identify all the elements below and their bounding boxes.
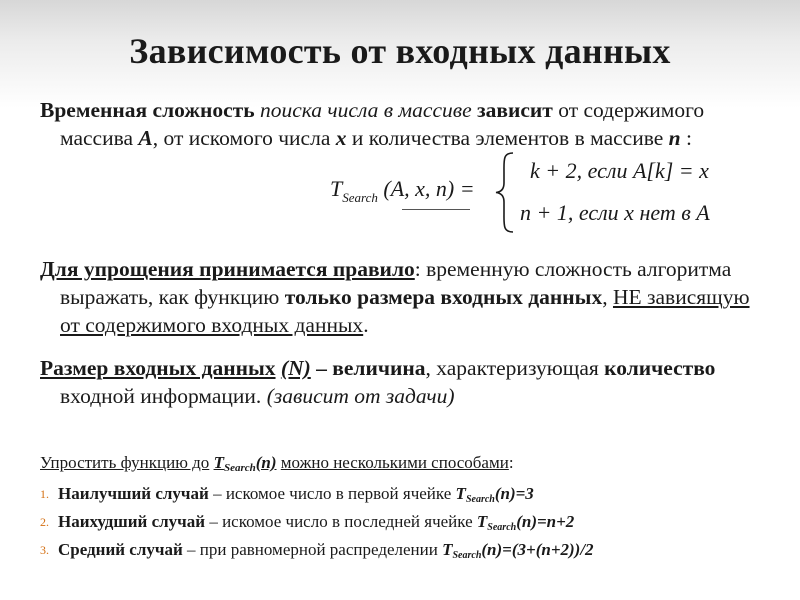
paragraph-time-complexity (40, 96, 770, 152)
formula-case-not-found: n + 1, если x нет в A (520, 200, 710, 225)
note-depends-on-task: (зависит от задачи) (266, 384, 455, 408)
var-n: n (668, 126, 681, 150)
case-label: Наилучший случай (58, 484, 209, 503)
formula-T: T (455, 484, 466, 503)
text-rule-description: : временную сложность алгоритма выражать, как функцию (60, 257, 732, 309)
term-simplification-rule: Для упрощения принимается правило (40, 257, 415, 281)
text-colon: : (686, 126, 692, 150)
formula-case-found: k + 2, если A[k] = x (530, 158, 709, 183)
case-formula: (n)=3 (494, 484, 534, 503)
case-description: – искомое число в последней ячейке (205, 512, 477, 531)
formula-underline (402, 209, 470, 210)
italic-search-phrase: поиска числа в массиве (259, 98, 472, 122)
text-characterizing: , характеризующая (425, 356, 599, 380)
text-colon: : (508, 453, 514, 472)
text-search-number: , от искомого числа (152, 126, 331, 150)
text-period: . (363, 313, 369, 337)
paragraph-input-size (40, 354, 770, 410)
case-description: – при равномерной распределении (182, 540, 443, 559)
formula-subscript: Search (223, 462, 256, 474)
list-item-best-case (40, 482, 800, 510)
paragraph-simplification-rule (40, 255, 770, 339)
term-quantity: – величина (310, 356, 426, 380)
list-number: 2. (40, 515, 49, 529)
text-element-count: и количества элементов в массиве (351, 126, 664, 150)
text-simplify-function: Упростить функцию до (40, 453, 210, 472)
text-input-information: входной информации. (60, 384, 262, 408)
list-number: 1. (40, 487, 49, 501)
left-brace-icon (493, 150, 517, 235)
formula-T: T (476, 512, 488, 531)
formula-subscript: Search (465, 494, 495, 505)
formula-subscript: Search (342, 190, 378, 205)
term-depends: зависит (476, 98, 553, 122)
cases-list (40, 482, 800, 566)
slide-title: Зависимость от входных данных (129, 31, 671, 71)
term-input-size-only: только размера входных данных (284, 285, 603, 309)
formula-arg-n: (n) (255, 453, 277, 472)
var-N: (N) (280, 356, 311, 380)
formula-t-search (330, 150, 780, 235)
text-several-ways: можно несколькими способами (280, 453, 509, 472)
var-A: A (138, 126, 153, 150)
term-time-complexity: Временная сложность (40, 98, 255, 122)
var-x: x (335, 126, 347, 150)
list-item-average-case (40, 538, 800, 566)
paragraph-simplify-ways (40, 452, 770, 479)
formula-T: T (213, 453, 224, 472)
case-label: Наихудший случай (58, 512, 206, 531)
case-formula: (n)=(3+(n+2))/2 (481, 540, 594, 559)
case-formula: (n)=n+2 (516, 512, 575, 531)
formula-lhs (330, 176, 475, 206)
list-number: 3. (40, 543, 49, 557)
term-input-size: Размер входных данных (40, 356, 276, 380)
case-label: Средний случай (58, 540, 183, 559)
term-amount: количество (604, 356, 716, 380)
list-item-worst-case (40, 510, 800, 538)
text-array-content: от содержимого массива (60, 98, 705, 150)
formula-T: T (442, 540, 453, 559)
formula-subscript: Search (452, 550, 482, 561)
formula-subscript: Search (487, 522, 517, 533)
case-description: – искомое число в первой ячейке (208, 484, 456, 503)
text-comma: , (602, 285, 608, 309)
text-not-content-dependent: НЕ зависящую от содержимого входных данных (60, 285, 750, 337)
formula-T: T (330, 176, 343, 201)
formula-args: (A, x, n) = (383, 176, 475, 201)
